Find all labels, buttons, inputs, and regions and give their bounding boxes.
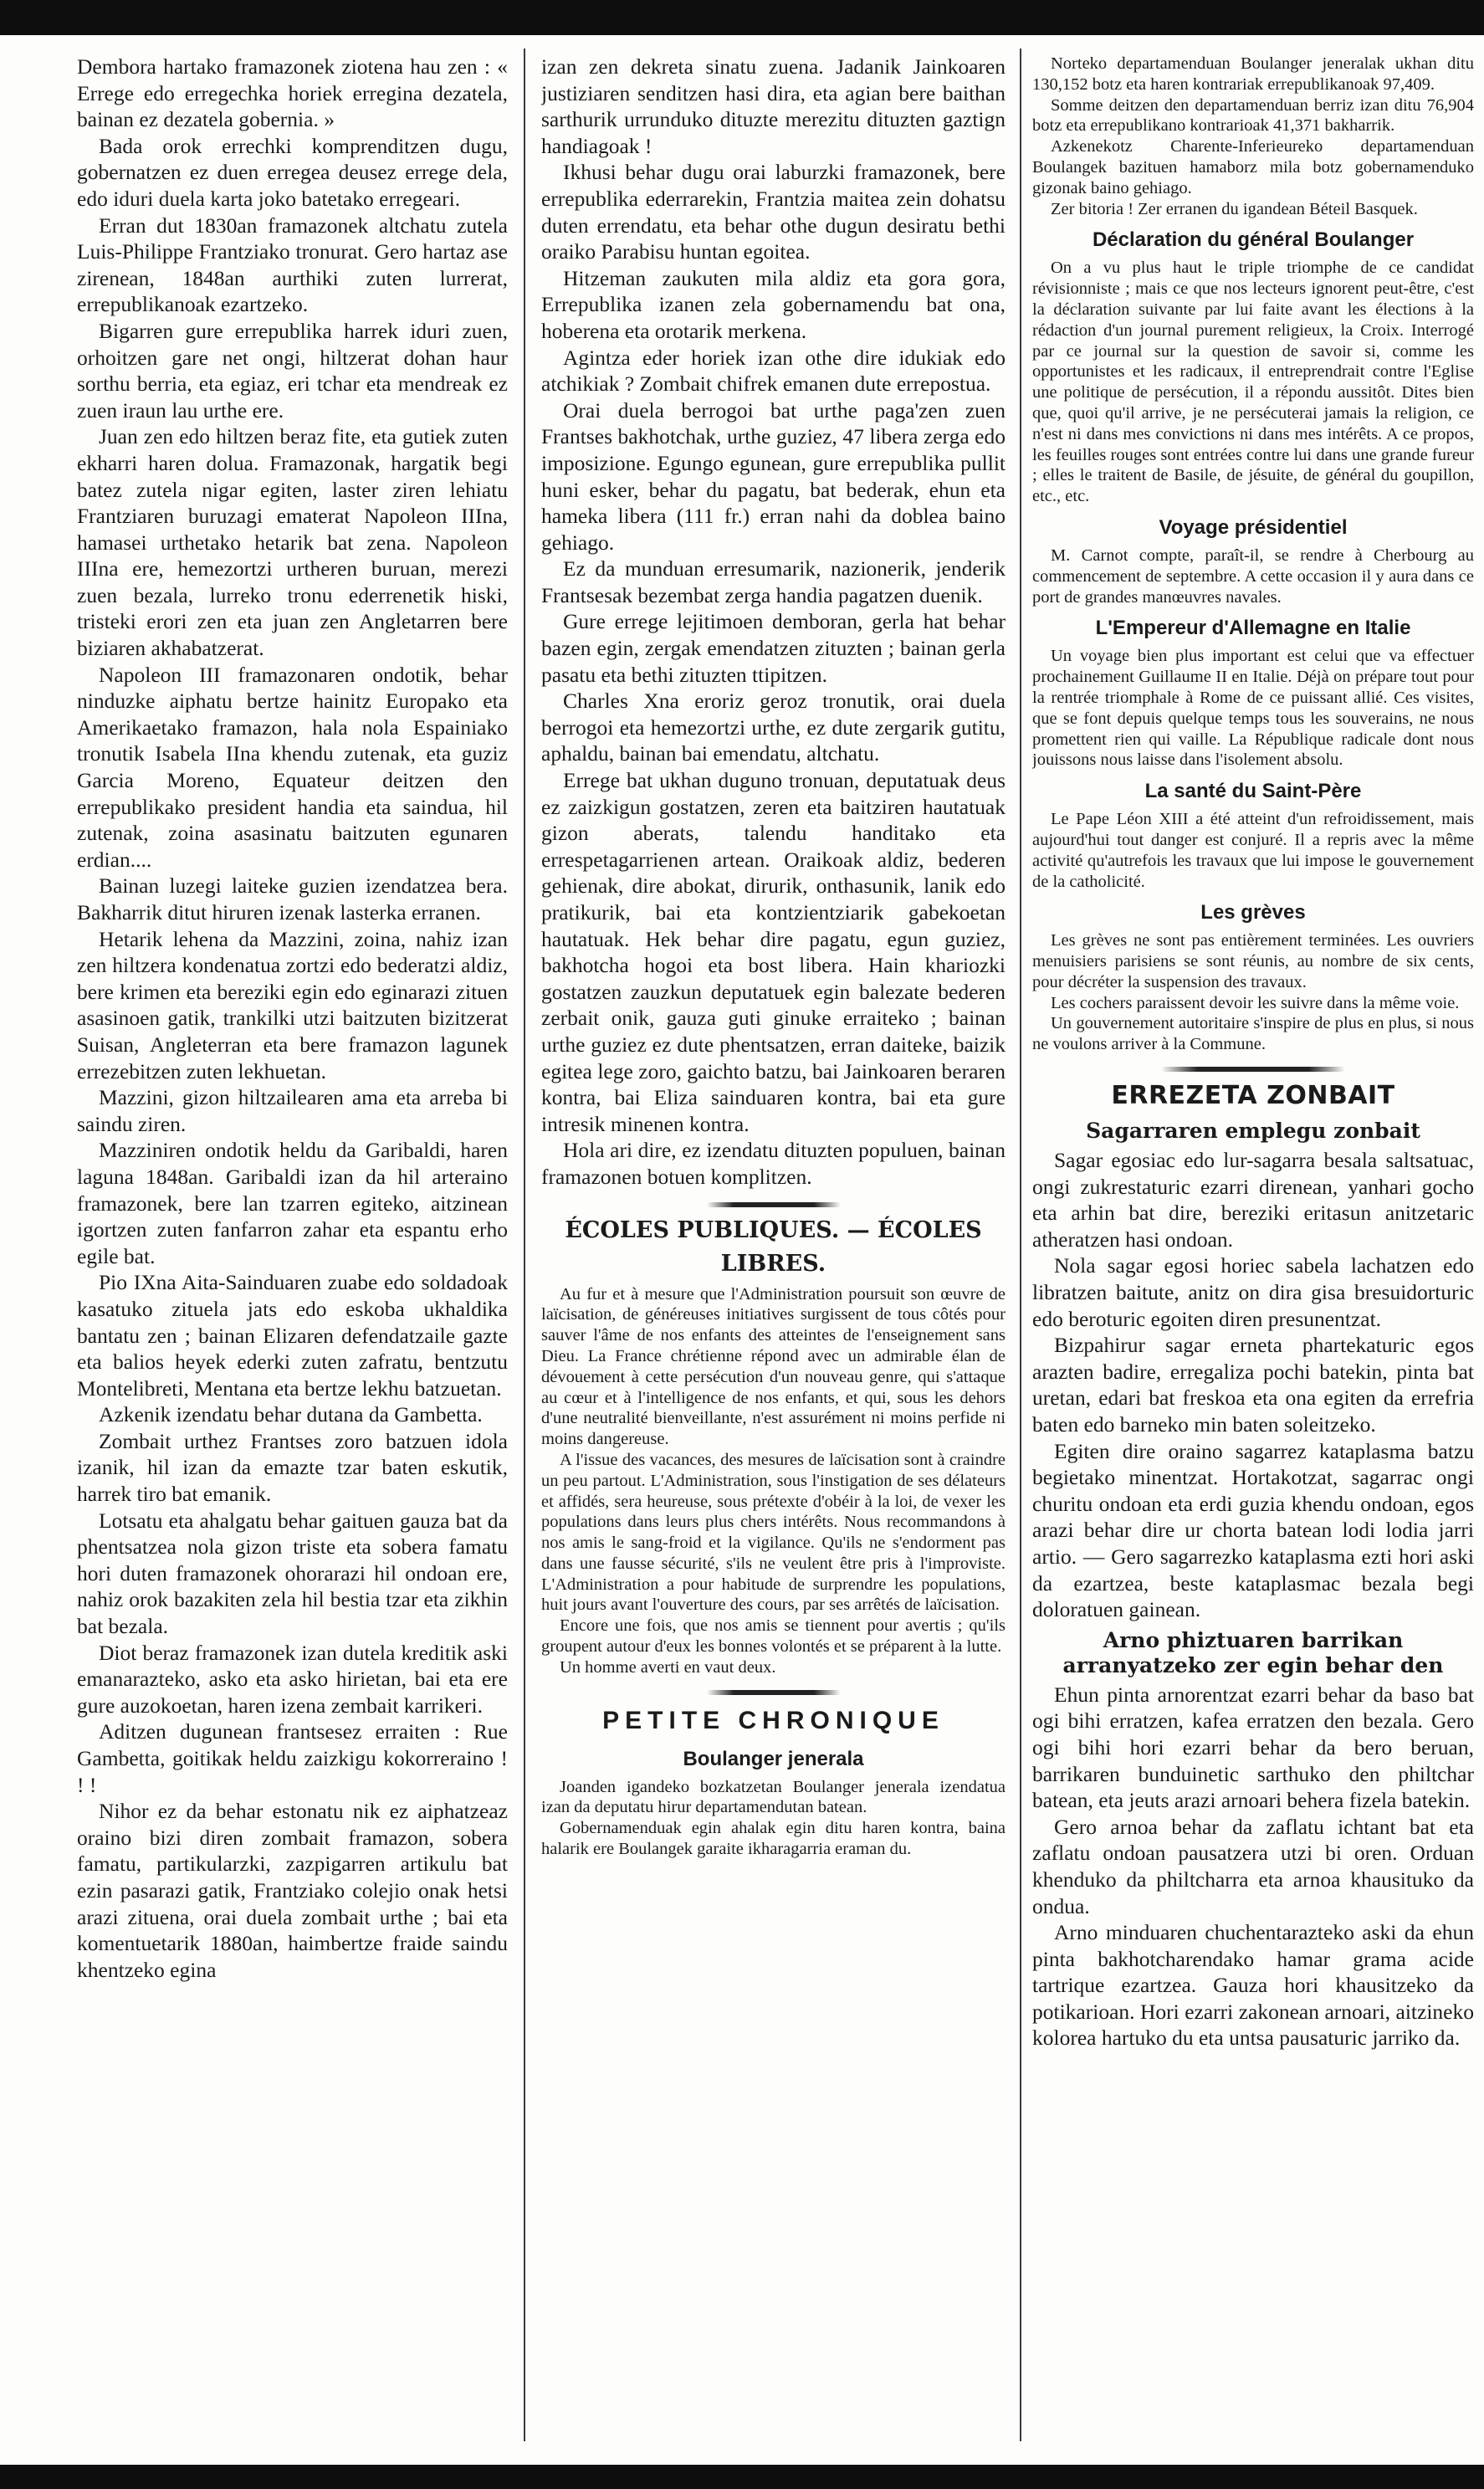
paragraph: Bigarren gure errepublika harrek iduri zuen, orhoitzen gare net ongi, hiltzerat dohan haur sorthu berria, eta egiaz, eri tchar eta mendreak ez zuen iraun lau urthe ere.	[77, 318, 508, 423]
paragraph: Les cochers paraissent devoir les suivre dans la même voie.	[1051, 993, 1460, 1012]
paragraph: A l'issue des vacances, des mesures de laïcisation sont à craindre un peu partout. L'Administration, sous l'instigation de ses délateurs et affidés, sera heureuse, sous prétexte d'obéir à la loi, de vexer les populations dans leurs plus chers intérêts. Nous recommandons à nos amis le sang-froid et la vigilance. Qu'ils ne s'endorment pas dans une fausse sécurité, s'ils ne veulent être pris à l'improviste. L'Administration a pour habitude de surprendre les populations, huit jours avant l'ouverture des cours, par ses arrêtés de laïcisation.	[541, 1450, 1006, 1615]
paragraph: Encore une fois, que nos amis se tiennent pour avertis ; qu'ils groupent autour d'eux les bonnes volontés et se préparent à la lutte.	[541, 1616, 1006, 1657]
paragraph: Mazzini, gizon hiltzailearen ama eta arreba bi saindu ziren.	[77, 1085, 508, 1136]
voyage-article	[1032, 545, 1474, 607]
boulanger-results	[1032, 54, 1474, 219]
paragraph: Mazziniren ondotik heldu da Garibaldi, haren laguna 1848an. Garibaldi izan da hil arteraino framazonek, bere lan tzarren egiteko, aitzinean igortzen zuten fanfarron zahar eta espantu erho egile bat.	[77, 1138, 508, 1268]
paragraph: Nola sagar egosi horiec sabela lachatzen edo libratzen baitute, anitz on dira gisa bresuidorturic edo beroturic egoiten diren presunentzat.	[1032, 1253, 1474, 1331]
subheading-sagar: Sagarraren emplegu zonbait	[1086, 1119, 1420, 1144]
paragraph: Ehun pinta arnorentzat ezarri behar da baso bat ogi bihi erratzen, kafea erratzen den bezala. Gero ogi bihi hori ezarri behar da bero beruan, barrikaren bunduinetic sarthuko den philtchar batean, eta jeuts arazi arnoari behera fizela batekin.	[1032, 1682, 1474, 1813]
boulanger-article	[541, 1777, 1006, 1860]
paragraph: Lotsatu eta ahalgatu behar gaituen gauza bat da phentsatzea nola gizon triste eta sobera famatu hori duten framazonek ohorarazi hil ondoan ere, nahiz orok bazakiten zela hil bestia tzar eta zikhin bat bezala.	[77, 1508, 508, 1639]
column-divider-2	[1020, 49, 1021, 2441]
section-heading-errezeta: ERREZETA ZONBAIT	[1111, 1081, 1395, 1111]
paragraph: Egiten dire oraino sagarrez kataplasma batzu begietako minentzat. Hortakotzat, sagarrac ongi churitu ondoan eta erdi guzia khendu ondoan, egos arazi behar dire ur chorta batean lodi lodia jarri artio. — Gero sagarrezko kataplasma ezti hori aski da ezartzea, beste kataplasmac bezala begi doloratuen gainean.	[1032, 1438, 1474, 1622]
paragraph: Hola ari dire, ez izendatu dituzten populuen, bainan framazonen botuen komplitzen.	[541, 1138, 1006, 1189]
paragraph: Le Pape Léon XIII a été atteint d'un refroidissement, mais aujourd'hui tout danger est conjuré. Il a repris avec la même activité qu'autrefois les travaux que lui impose le gouvernement de la catholicité.	[1032, 810, 1474, 891]
paragraph: Orai duela berrogoi bat urthe paga'zen zuen Frantses bakhotchak, urthe guziez, 47 libera zerga edo imposizione. Egungo egunean, gure errepublika pullit huni esker, behar du pagatu, bat bederak, ehun eta hameka libera (111 fr.) erran nahi da doblea baino gehiago.	[541, 397, 1006, 555]
subheading-greves: Les grèves	[1200, 901, 1306, 924]
paragraph: Un homme averti en vaut deux.	[560, 1657, 776, 1677]
greves-article	[1032, 930, 1474, 1055]
paragraph: Azkenik izendatu behar dutana da Gambetta.	[99, 1402, 483, 1427]
section-separator	[1161, 1067, 1345, 1072]
paragraph: Sagar egosiac edo lur-sagarra besala saltsatuac, ongi zukrestaturic ezarri direnean, yanhari gocho eta arhin bat dire, bereziki eritasun anitzetaric atheratzen hasi ondoan.	[1032, 1148, 1474, 1252]
paragraph: Charles Xna eroriz geroz tronutik, orai duela berrogoi eta hemezortzi urthe, ez dute zergarik gutitu, aphaldu, bainan bai emendatu, altchatu.	[541, 689, 1006, 766]
empereur-article	[1032, 646, 1474, 771]
paragraph: Ikhusi behar dugu orai laburzki framazonek, bere errepublika ederrarekin, Frantzia maitea zein dohatsu duten errendatu, eta behar othe dugun desiratu bethi oraiko Parabisu huntan egoitea.	[541, 160, 1006, 264]
paragraph: Les grèves ne sont pas entièrement terminées. Les ouvriers menuisiers parisiens se sont réunis, au nombre de six cents, pour décréter la suspension des travaux.	[1032, 931, 1474, 991]
paragraph: Un gouvernement autoritaire s'inspire de plus en plus, si nous ne voulons arriver à la Commune.	[1032, 1014, 1474, 1054]
bottom-black-border	[0, 2465, 1484, 2489]
paragraph: Aditzen dugunean frantsesez erraiten : Rue Gambetta, goitikak heldu zaizkigu kokorreraino ! ! !	[77, 1719, 508, 1797]
paragraph: Dembora hartako framazonek ziotena hau zen : « Errege edo erregechka horiek errеgina dezatela, bainan ez dezatela gobernia. »	[77, 54, 508, 132]
column-divider-1	[524, 49, 525, 2441]
paragraph: Bada orok errechki komprenditzen dugu, gobernatzen ez duen erregea deusez errege dela, edo iduri duela karta joko batetako erregeari.	[77, 133, 508, 211]
section-separator	[707, 1690, 841, 1695]
paragraph: Erran dut 1830an framazonek altchatu zutela Luis-Philippe Frantziako tronurat. Gero hartaz ase zirenean, 1848an aurthiki zuten lurrerat, errepublikanoak ezartzeko.	[77, 213, 508, 317]
paragraph: On a vu plus haut le triple triomphe de ce candidat révisionniste ; mais ce que nos lecteurs ignorent peut-être, c'est la déclaration suivante par lui faite avant les élections à la rédaction d'un journal purement religieux, la Croix. Interrogé par ce journal sur la question de savoir si, comme les opportunistes et les radicaux, il entreprendrait contre l'Eglise une politique de persécution, il a répondu aussitôt. Dites bien que, quoi qu'il arrive, je ne persécuterai jamais la religion, ce n'est ni dans mes convictions ni dans mes intérêts. A ce propos, les feuilles rouges sont entrées contre lui dans une grande fureur ; elles le traitent de Basile, de jésuite, de général du goupillon, etc., etc.	[1032, 259, 1474, 506]
paragraph: Somme deitzen den departamenduan berriz izan ditu 76,904 botz eta errepublikano kontrarioak 41,371 bakharrik.	[1032, 95, 1474, 136]
paragraph: Gero arnoa behar da zaflatu ichtant bat eta zaflatu ondoan pausatzera utzi bi oren. Orduan khenduko da philtcharra eta arnoa khausituko da ondua.	[1032, 1814, 1474, 1918]
paragraph: Napoleon III framazonaren ondotik, behar ninduzke aiphatu bertze hainitz Europako eta Amerikaetako framazon, hala nola Espainiako tronutik Isabela IIna khendu zutenak, eta guziz Garcia Moreno, Equateur deitzen den errepublikako president handia eta saindua, hil zutenak, zoina asasinatu baitzuten egunaren erdian....	[77, 662, 508, 872]
paragraph: Norteko departamenduan Boulanger jeneralak ukhan ditu 130,152 botz eta haren kontrariak errepublikanoak 97,409.	[1032, 54, 1474, 94]
section-heading-ecoles: ÉCOLES PUBLIQUES. — ÉCOLES LIBRES.	[565, 1216, 982, 1277]
ecoles-article	[541, 1284, 1006, 1678]
section-separator	[707, 1202, 841, 1207]
paragraph: Errege bat ukhan dugunо tronuan, deputatuak deus ez zaizkigun gostatzen, zeren eta baitziren hautatuak gizon aberats, talendu handitako eta errespetagarrienen artean. Oraikoak aldiz, bederen gehienak, dire abokat, dirurik, onthasunik, lanik edo pratikurik, bai eta kontzientziarik gabekoetan hautatuak. Hek behar dire pagatu, egun guziez, bakhotcha hogoi eta bost libera. Hain khariozki gostatzen zauzkun deputatuek egin balezate bederen zerbait onik, gauza guti ginuke erraiteko ; bainan urthe guziez ez dute phentsatzen, erran daiteke, baizik egitea lege zoro, gaichto batzu, bai Jainkoaren beraren kontra, bai Eliza sainduaren kontra, bai eta gure intresik minenen kontra.	[541, 768, 1006, 1136]
column-1	[77, 54, 508, 2455]
top-black-border	[0, 0, 1484, 35]
paragraph: Azkenekotz Charente-Inferieureko departamenduan Boulangek bazituen hamaborz mila botz gobernamenduko gizonak baino gehiago.	[1032, 137, 1474, 197]
paragraph: Arno minduaren chuchentarazteko aski da ehun pinta bakhotcharendako hamar grama acide tartrique ezartzea. Gauza hori khausitzeko da potikarioan. Hori ezarri zakonean arnoari, aitzineko kolorea hartuko du eta untsa pausaturic jarriko da.	[1032, 1920, 1474, 2051]
column-3	[1032, 54, 1474, 2455]
subheading-declaration: Déclaration du général Boulanger	[1092, 228, 1415, 252]
paragraph: Hitzeman zaukuten mila aldiz eta gora gora, Errepublika izanen zela gobernamendu bat ona, hoberena eta orotarik merkena.	[541, 265, 1006, 343]
subheading-sante: La santé du Saint-Père	[1144, 780, 1362, 803]
paragraph: Un voyage bien plus important est celui que va effectuer prochainement Guillaume II en Italie. Déjà on prépare tout pour la rentrée triomphale à Rome de ce puissant allié. Ces visites, que se font depuis quelque temps tous les souverains, ne nous promettent rien qui vaille. La République radicale dont nous jouissons nous laisse dans l'isolement absolu.	[1032, 647, 1474, 770]
paragraph: Agintza eder horiek izan othe dire idukiak edo atchikiak ? Zombait chifrek emanen dute errepostua.	[541, 345, 1006, 397]
declaration-article	[1032, 258, 1474, 507]
paragraph: Juan zen edo hiltzen beraz fite, eta gutiek zuten ekharri haren dolua. Framazonak, hargatik begi batez zutela nigar egiten, laster ziren lehiatu Frantziaren buruzagi ematerat Napoleon IIIna, hamasei urthetako hetarik bat zena. Napoleon IIIna ere, hemezortzi urtheren buruan, merezi zuen bezala, lurreko tronu ederrenetik hiski, tristeki erori zen eta juan zen Angletarren bere biziaren akhabatzerat.	[77, 424, 508, 661]
subheading-empereur: L'Empereur d'Allemagne en Italie	[1095, 617, 1411, 640]
paragraph: Pio IXna Aita-Sainduaren zuabe edo soldadoak kasatuko zituela jats edo eskoba ukhaldika bantatu zen ; bainan Elizaren defendatzaile gazte eta balios heyek ederki zuten zafratu, bentzutu Montelibreti, Mentana eta bertze lekhu batzuetan.	[77, 1270, 508, 1401]
subheading-boulanger: Boulanger jenerala	[683, 1747, 864, 1770]
paragraph: Hetarik lehena da Mazzini, zoina, nahiz izan zen hiltzera kondenatua zortzi edo bederatzi aldiz, bere krimen eta bereziki egin edo eginarazi zituen asasinoen gatik, trankilki utzi baitzuten bizitzerat Suisan, Angleterran eta bere framazon lagunek errezebitzen zuten lekhuetan.	[77, 926, 508, 1083]
sante-article	[1032, 809, 1474, 892]
paragraph: Bizpahirur sagar erneta phartekaturic egos arazten badire, erregaliza pochi batekin, pinta bat uretan, edari bat freskoa eta ona egiten da errefria baten edo barneko min baten soleitzeko.	[1032, 1333, 1474, 1437]
column-2	[541, 54, 1006, 2455]
subheading-voyage: Voyage présidentiel	[1159, 515, 1348, 539]
paragraph: M. Carnot compte, paraît-il, se rendre à Cherbourg au commencement de septembre. A cette occasion il y aura dans ce port de grandes manœuvres navales.	[1032, 545, 1474, 607]
paragraph: Gure errege lejitimoen demboran, gerla hat behar bazen egin, zergak emendatzen zituzten ; bainan gerla pasatu eta bethi zituzten ttipitzen.	[541, 609, 1006, 687]
section-heading-chronique: PETITE CHRONIQUE	[602, 1706, 944, 1734]
paragraph: Bainan luzegi laiteke guzien izendatzea bera. Bakharrik ditut hiruren izenak lasterka erranen.	[77, 873, 508, 924]
paragraph: Au fur et à mesure que l'Administration poursuit son œuvre de laïcisation, de généreuses initiatives surgissent de tous côtés pour sauver l'âme de nos enfants des atteintes de l'enseignement sans Dieu. La France chrétienne répond avec un admirable élan de dévouement à cette persécution d'un nouveau genre, qui s'attaque au cœur et à l'intelligence de nos enfants, et qui, sous les dehors d'une neutralité bienveillante, n'est assurément ni moins perfide ni moins dangereuse.	[541, 1284, 1006, 1449]
paragraph: Zer bitoria ! Zer erranen du igandean Béteil Basquek.	[1051, 199, 1418, 218]
paragraph: Nihor ez da behar estonatu nik ez aiphatzeaz oraino bizi diren zombait framazon, sobera famatu, partikularzki, zazpigarren artikulu bat ezin pasarazi gatik, Frantziako colejio onak hetsi arazi zituena, orai duela zombait urthe ; bai eta komentuetarik 1880an, haimbertze fraide saindu khentzeko egina	[77, 1799, 508, 1982]
paragraph: izan zen dekreta sinatu zuena. Jadanik Jainkoaren justiziaren senditzen hasi dira, eta agian bere baithan sarthurik urrunduko dituzte merezitu dituzten gaztign handiagoak !	[541, 54, 1006, 158]
paragraph: Zombait urthez Frantses zoro batzuen idola izanik, hil izan da emazte tzar baten eskutik, harrek tiro bat emanik.	[77, 1428, 508, 1507]
paragraph: Ez da munduan erresumarik, nazionerik, jenderik Frantsesak bezembat zerga handia pagatzen duenik.	[541, 556, 1006, 607]
paragraph: Diot beraz framazonek izan dutela kreditik aski emanarazteko, asko eta asko hirietan, bai eta ere gure auzokoetan, haren izena zembait karrikeri.	[77, 1640, 508, 1718]
subheading-arno: Arno phiztuaren barrikan arranyatzeko zer egin behar den	[1062, 1627, 1444, 1677]
paragraph: Joanden igandeko bozkatzetan Boulanger jenerala izendatua izan da deputatu hirur departamendutan batean.	[541, 1777, 1006, 1817]
paragraph: Gobernamenduak egin ahalak egin ditu haren kontra, baina halarik ere Boulangek garaite ikharagarria eraman du.	[541, 1819, 1006, 1859]
